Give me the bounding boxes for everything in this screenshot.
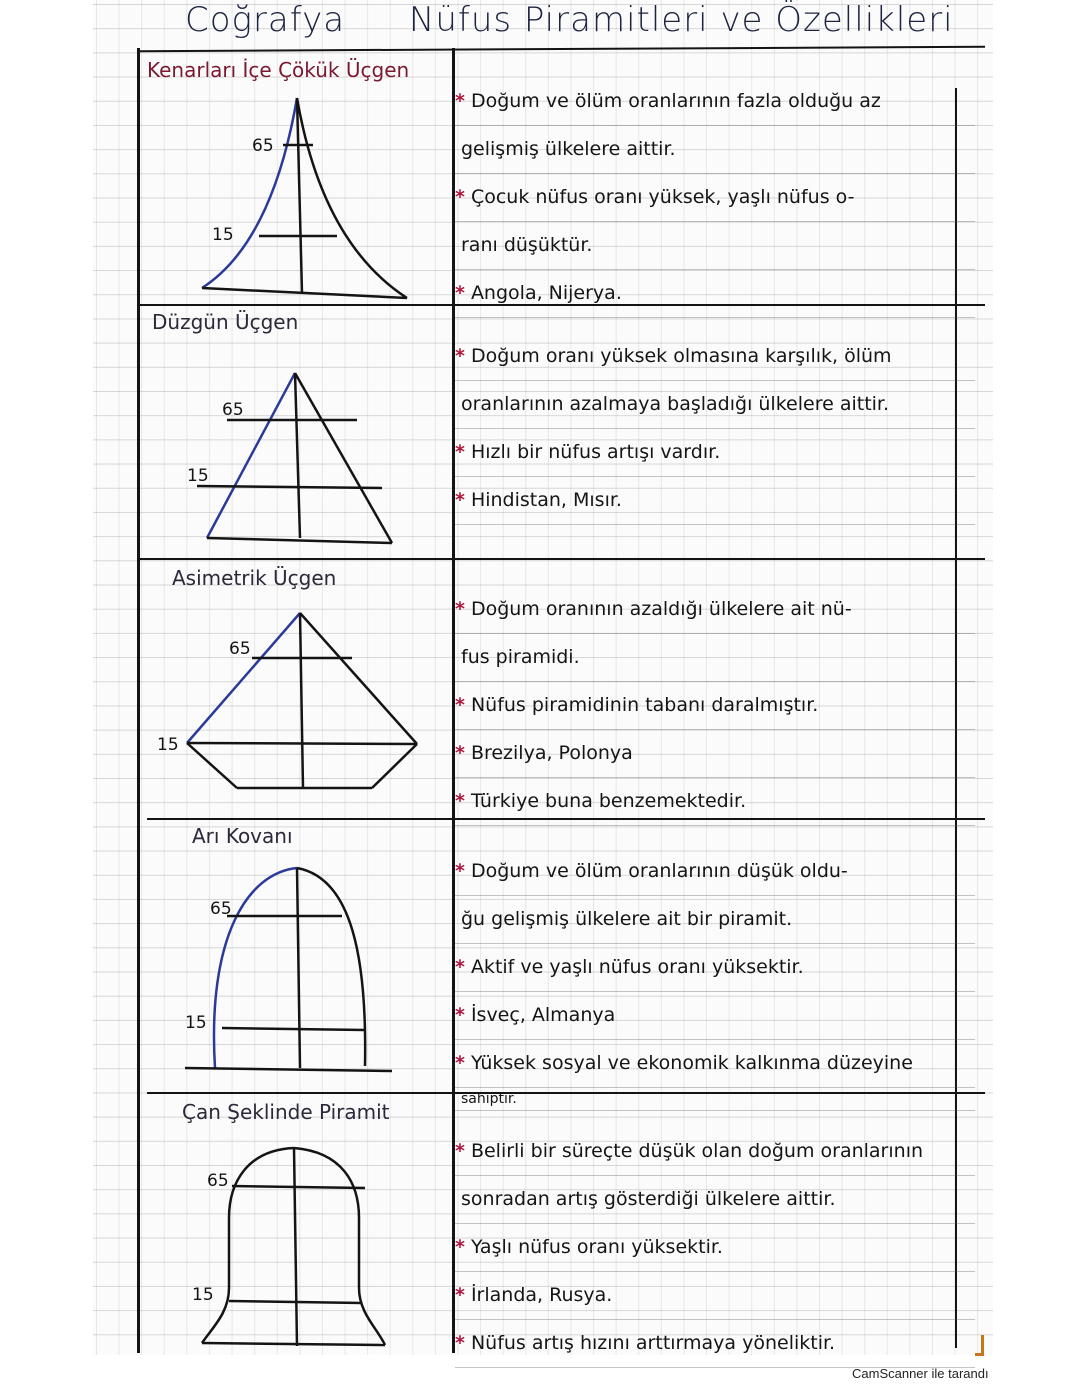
note-line: ğu gelişmiş ülkelere ait bir piramit. [455, 896, 975, 944]
note-line: * Doğum ve ölüm oranlarının düşük oldu- [455, 848, 975, 896]
note-line: * Yaşlı nüfus oranı yüksektir. [455, 1224, 975, 1272]
age-label-15: 15 [212, 225, 234, 245]
beehive-diagram [167, 858, 427, 1088]
note-line: * Doğum ve ölüm oranlarının fazla olduğu az [455, 78, 975, 126]
notes-list [455, 1128, 975, 1368]
regular-triangle-diagram [182, 368, 432, 558]
pyramid-type-label: Düzgün Üçgen [152, 310, 299, 334]
age-label-65: 65 [222, 400, 244, 420]
pyramid-type-label: Arı Kovanı [192, 824, 293, 848]
concave-triangle-diagram [177, 93, 437, 303]
age-label-15: 15 [157, 735, 179, 755]
age-label-65: 65 [252, 136, 274, 156]
title-topic: Nüfus Piramitleri ve Özellikleri [408, 0, 954, 40]
note-line: ranı düşüktür. [455, 222, 975, 270]
note-line: * Brezilya, Polonya [455, 730, 975, 778]
pyramid-type-label: Asimetrik Üçgen [172, 566, 337, 590]
note-line: * Hindistan, Mısır. [455, 477, 975, 525]
table-left-border [137, 48, 140, 1353]
note-line: * Nüfus piramidinin tabanı daralmıştır. [455, 682, 975, 730]
age-label-15: 15 [187, 466, 209, 486]
note-line: * Doğum oranının azaldığı ülkelere ait nü- [455, 586, 975, 634]
note-line: fus piramidi. [455, 634, 975, 682]
note-line: * İsveç, Almanya [455, 992, 975, 1040]
note-line: * Angola, Nijerya. [455, 270, 975, 318]
age-label-15: 15 [192, 1285, 214, 1305]
bell-shape-diagram [167, 1138, 427, 1358]
title-subject: Coğrafya [185, 0, 346, 40]
age-label-65: 65 [207, 1171, 229, 1191]
note-line: * Belirli bir süreçte düşük olan doğum oranlarının [455, 1128, 975, 1176]
asymmetric-triangle-diagram [157, 608, 447, 808]
notes-list [455, 333, 975, 525]
pyramid-type-label: Kenarları İçe Çökük Üçgen [147, 58, 410, 82]
note-line: * İrlanda, Rusya. [455, 1272, 975, 1320]
note-line: gelişmiş ülkelere aittir. [455, 126, 975, 174]
page-title [185, 0, 954, 40]
notes-list [455, 848, 975, 1111]
scanner-watermark: CamScanner ile tarandı [852, 1366, 989, 1381]
age-label-65: 65 [229, 639, 251, 659]
notes-list [455, 78, 975, 318]
pyramid-table [137, 48, 985, 1358]
note-line: * Doğum oranı yüksek olmasına karşılık, ölüm [455, 333, 975, 381]
note-line: * Nüfus artış hızını arttırmaya yöneliktir. [455, 1320, 975, 1368]
note-line: * Hızlı bir nüfus artışı vardır. [455, 429, 975, 477]
note-line: sonradan artış gösterdiği ülkelere aittir. [455, 1176, 975, 1224]
pyramid-type-label: Çan Şeklinde Piramit [182, 1100, 390, 1124]
note-line: * Yüksek sosyal ve ekonomik kalkınma düzeyine [455, 1040, 975, 1088]
note-line: sahiptir. [455, 1088, 975, 1111]
note-line: oranlarının azalmaya başladığı ülkelere aittir. [455, 381, 975, 429]
row-divider-2 [137, 558, 985, 560]
note-line: * Çocuk nüfus oranı yüksek, yaşlı nüfus o- [455, 174, 975, 222]
page-corner-mark [975, 1335, 984, 1356]
note-line: * Türkiye buna benzemektedir. [455, 778, 975, 826]
age-label-65: 65 [210, 899, 232, 919]
age-label-15: 15 [185, 1013, 207, 1033]
notes-list [455, 586, 975, 826]
note-line: * Aktif ve yaşlı nüfus oranı yüksektir. [455, 944, 975, 992]
